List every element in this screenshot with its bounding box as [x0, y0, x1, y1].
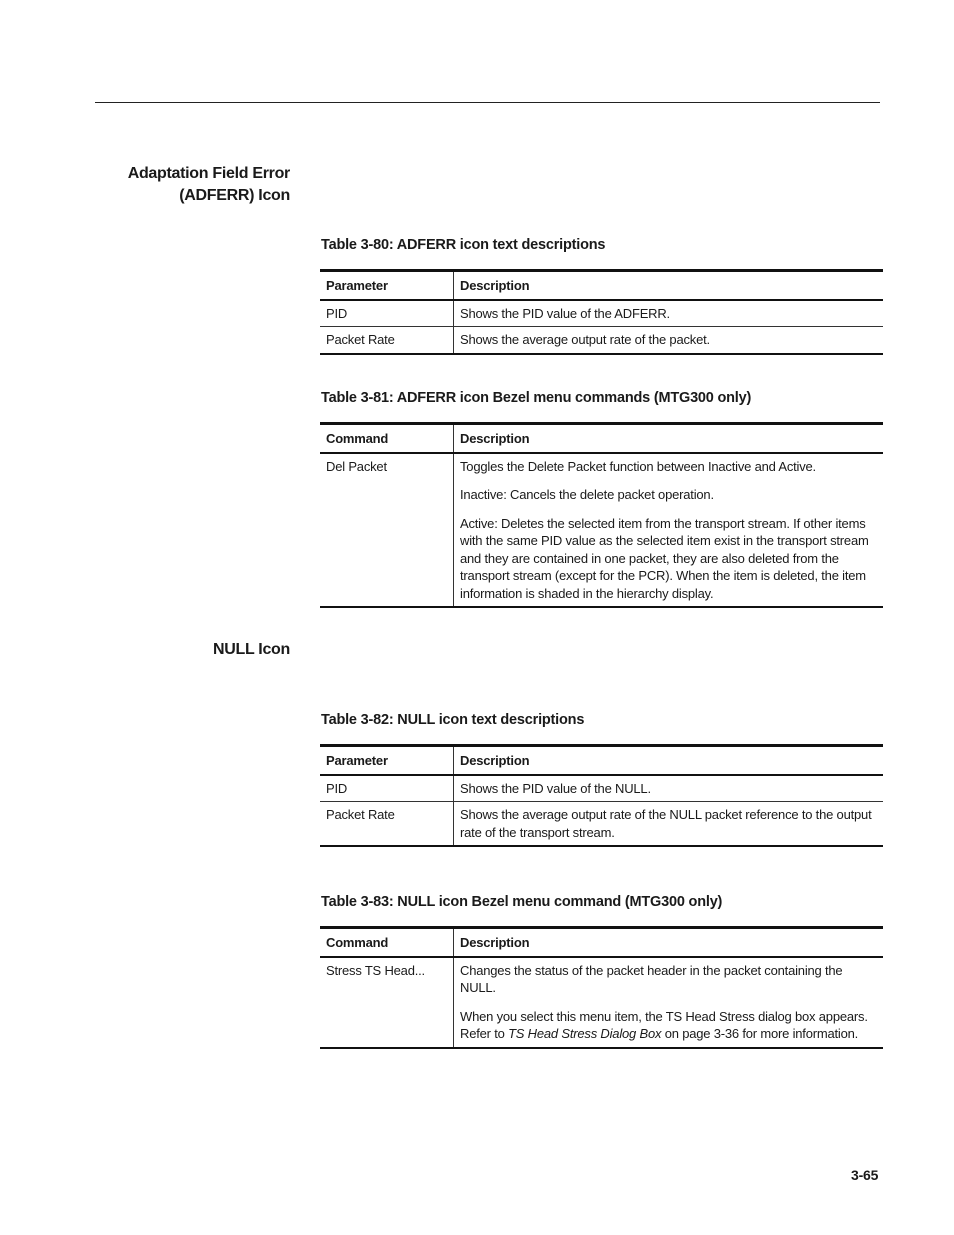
heading-line: NULL Icon [212, 641, 290, 658]
table-cell: PID [320, 776, 454, 802]
heading-line: (ADFERR) Icon [179, 187, 290, 204]
table-header-row [320, 272, 883, 301]
table-row [320, 776, 883, 802]
cell-paragraph: Inactive: Cancels the delete packet operation. [460, 487, 714, 502]
table-cell: Shows the PID value of the ADFERR. [460, 305, 670, 321]
section-heading-adferr [128, 163, 290, 207]
cell-paragraph: Toggles the Delete Packet function between Inactive and Active. [460, 458, 816, 474]
table-caption: Table 3-82: NULL icon text descriptions [321, 712, 585, 728]
table-null-text [320, 744, 883, 847]
cell-paragraph: Active: Deletes the selected item from the transport stream. If other items with the same PID value as the selected item exist in the transport stream and they are contained in one packet, they are also deleted from the transport stream (except for the PCR). When the item is deleted, the item information is shaded in the hierarchy display. [460, 515, 869, 601]
column-header: Command [320, 929, 454, 956]
cross-reference-link: TS Head Stress Dialog Box [508, 1026, 662, 1041]
column-header: Description [460, 753, 530, 768]
table-adferr-text [320, 269, 883, 355]
table-adferr-commands [320, 422, 883, 608]
table-cell: Packet Rate [320, 802, 454, 845]
table-caption: Table 3-83: NULL icon Bezel menu command (MTG300 only) [321, 894, 723, 910]
table-row [320, 801, 883, 845]
column-header: Parameter [320, 747, 454, 774]
table-row [320, 326, 883, 353]
column-header: Description [460, 278, 530, 293]
table-cell [454, 454, 883, 607]
table-caption: Table 3-81: ADFERR icon Bezel menu commands (MTG300 only) [321, 390, 752, 406]
table-cell: Shows the average output rate of the packet. [460, 332, 710, 347]
table-cell: PID [320, 301, 454, 327]
table-cell: Stress TS Head... [320, 958, 454, 1047]
column-header: Command [320, 425, 454, 452]
text-run: When you select this menu item, the TS Head Stress dialog box appears. Refer to [460, 1008, 868, 1041]
column-header: Parameter [320, 272, 454, 299]
table-null-commands [320, 926, 883, 1049]
heading-line: Adaptation Field Error [127, 165, 290, 182]
table-header-row [320, 929, 883, 958]
table-header-row [320, 747, 883, 776]
table-cell: Del Packet [320, 454, 454, 607]
header-rule [95, 102, 880, 103]
cell-paragraph: Changes the status of the packet header in the packet containing the NULL. [460, 962, 843, 995]
table-cell: Packet Rate [320, 327, 454, 353]
table-row [320, 301, 883, 327]
table-cell [454, 958, 883, 1047]
table-row [320, 958, 883, 1047]
column-header: Description [460, 935, 530, 950]
page-number: 3-65 [851, 1167, 879, 1183]
cell-paragraph [460, 1008, 877, 1043]
table-header-row [320, 425, 883, 454]
column-header: Description [460, 431, 530, 446]
table-row [320, 454, 883, 607]
text-run: on page 3-36 for more information. [661, 1026, 859, 1041]
table-caption: Table 3-80: ADFERR icon text descriptions [321, 237, 606, 253]
table-cell: Shows the average output rate of the NULL packet reference to the output rate of the transport stream. [460, 807, 872, 840]
table-cell: Shows the PID value of the NULL. [460, 780, 651, 796]
section-heading-null [213, 639, 290, 661]
